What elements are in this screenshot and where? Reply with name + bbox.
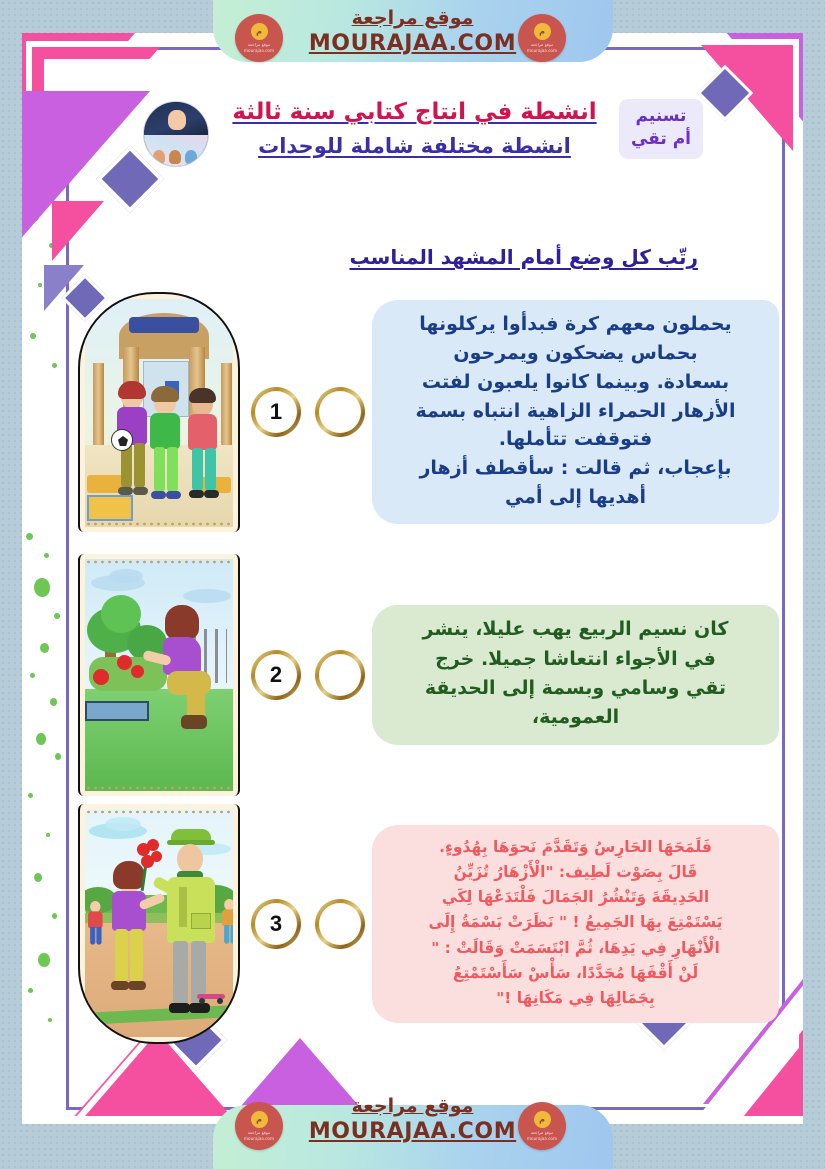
- worksheet-sheet: [22, 30, 803, 1124]
- scene-cell: [74, 554, 244, 796]
- logo-caption-ar: موقع مراجعة: [247, 42, 271, 48]
- footer-site-domain[interactable]: MOURAJAA.COM: [308, 1118, 517, 1144]
- task-row: [74, 798, 779, 1050]
- logo-caption: [244, 42, 274, 53]
- answer-circle-blank[interactable]: [315, 650, 365, 700]
- footer-site-name-ar: موقع مراجعة: [351, 1095, 474, 1117]
- text-cell: [372, 825, 779, 1023]
- text-cell: [372, 605, 779, 745]
- header-ribbon: [0, 0, 825, 70]
- logo-caption-en: mourajaa.com: [243, 47, 275, 53]
- logo-caption-ar: موقع مراجعة: [247, 1130, 271, 1136]
- passage-line: بحماس يضحكون ويمرحون: [453, 341, 698, 364]
- brand-logo-icon-footer: [235, 1102, 283, 1150]
- passage-line: بإعجاب، ثم قالت : سأقطف أزهار: [419, 457, 732, 480]
- avatar: [143, 101, 209, 167]
- answer-circles-group: [244, 387, 372, 437]
- passage-line: يحملون معهم كرة فبدأوا يركلونها: [419, 312, 732, 335]
- passage-line: كان نسيم الربيع يهب عليلا، ينشر: [422, 618, 729, 641]
- answer-circles-group: [244, 650, 372, 700]
- passage-line: قَالَ بِصَوْت لَطِيف: "الْأَزْهَارُ تُزَيِّنُ: [453, 863, 698, 882]
- logo-mark: م: [534, 23, 551, 40]
- page-title-sub: انشطة مختلفة شاملة للوحدات: [258, 133, 571, 158]
- logo-mark: م: [534, 1111, 551, 1128]
- page-title: [222, 95, 607, 163]
- author-name-line1: تسنيم: [635, 106, 687, 126]
- title-row: [22, 95, 803, 190]
- author-tag: [619, 99, 703, 159]
- brand-logo-icon-secondary: [518, 14, 566, 62]
- answer-circles-group: [244, 899, 372, 949]
- scene-cell: [74, 804, 244, 1044]
- logo-caption: [527, 42, 557, 53]
- logo-caption: [527, 1130, 557, 1141]
- brand-logo-icon-footer-secondary: [518, 1102, 566, 1150]
- order-number-badge: 3: [251, 899, 301, 949]
- logo-mark: م: [251, 23, 268, 40]
- passage-line: الْأَنْهَارِ فِي يَدِهَا، ثُمَّ ابْتَسَمَتْ وَقَالَتْ : ": [431, 938, 720, 957]
- logo-caption-en: mourajaa.com: [526, 47, 558, 53]
- text-cell: [372, 300, 779, 524]
- passage-line: فَلَمَحَهَا الحَارِسُ وَتَقَدَّمَ نَحوَهَا بِهُدُوءٍ.: [439, 838, 712, 857]
- brand-logo-icon: [235, 14, 283, 62]
- tasks-container: [74, 278, 779, 1094]
- logo-caption: [244, 1130, 274, 1141]
- corner-shape-pink-accent: [52, 201, 104, 261]
- answer-circle-blank[interactable]: [315, 899, 365, 949]
- passage-line: أهديها إلى أمي: [504, 486, 647, 509]
- scene-children-walking-with-ball: [78, 292, 240, 532]
- task-row: [74, 550, 779, 800]
- task-row: [74, 286, 779, 538]
- logo-caption-ar: موقع مراجعة: [530, 1130, 554, 1136]
- author-name-line2: أم تقي: [630, 128, 692, 149]
- passage-line: تقي وسامي وبسمة إلى الحديقة: [424, 677, 727, 699]
- answer-circle-blank[interactable]: [315, 387, 365, 437]
- scene-girl-and-park-guard: [78, 804, 240, 1044]
- logo-caption-en: mourajaa.com: [243, 1135, 275, 1141]
- header-site-domain[interactable]: MOURAJAA.COM: [308, 30, 517, 56]
- passage-bubble: [372, 605, 779, 745]
- order-number-badge: 1: [251, 387, 301, 437]
- scene-cell: [74, 292, 244, 532]
- passage-line: بسعادة. وبينما كانوا يلعبون لفتت: [421, 370, 730, 393]
- page-title-main: انشطة في انتاج كتابي سنة ثالثة: [232, 99, 597, 125]
- footer-ribbon: [0, 1090, 825, 1169]
- passage-line: العمومية،: [531, 706, 620, 729]
- passage-bubble: [372, 300, 779, 524]
- passage-line: فتوقفت تتأملها.: [498, 428, 653, 451]
- logo-caption-en: mourajaa.com: [526, 1135, 558, 1141]
- passage-line: في الأجواء انتعاشا جميلا. خرج: [435, 647, 716, 670]
- passage-line: يَسْتَمْتِعَ بِهَا الجَمِيعُ ! " نَظَرَتْ بَسْمَةُ إِلَى: [428, 913, 723, 932]
- exercise-instruction: رتّب كل وضع أمام المشهد المناسب: [349, 245, 698, 269]
- passage-line: بِجَمَالِهَا فِي مَكَانِهَا !": [496, 988, 655, 1007]
- logo-mark: م: [251, 1111, 268, 1128]
- header-site-name-ar: موقع مراجعة: [351, 7, 474, 29]
- passage-bubble: [372, 825, 779, 1023]
- passage-line: الحَدِيقَةَ وَتَنْشُرُ الجَمَالَ فَلْتَدَعْهَا لِكَي: [441, 888, 710, 907]
- passage-line: لَنْ أَقْفَهَا مُجَدَّدًا، سَأْسْ سَأَسْتَمْتِعُ: [452, 963, 699, 982]
- scene-girl-picking-flowers: [78, 554, 240, 796]
- order-number-badge: 2: [251, 650, 301, 700]
- passage-line: الأزهار الحمراء الزاهية انتباه بسمة: [415, 399, 736, 422]
- logo-caption-ar: موقع مراجعة: [530, 42, 554, 48]
